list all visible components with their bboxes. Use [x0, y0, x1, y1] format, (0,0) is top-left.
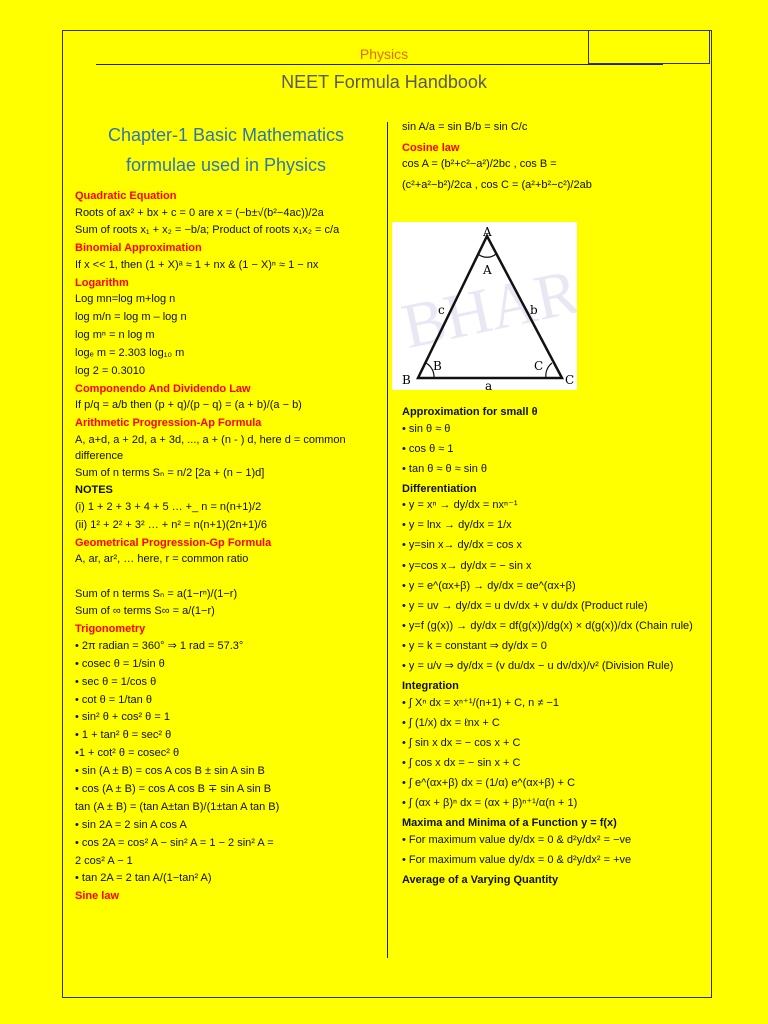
formula-line: • cos θ ≈ 1 [402, 442, 454, 455]
formula-line: • y = lnx → dy/dx = 1/x [402, 519, 512, 532]
section-heading: Arithmetic Progression-Ap Formula [75, 417, 262, 430]
formula-line: • tan θ ≈ θ ≈ sin θ [402, 462, 488, 475]
formula-line: • 1 + tan² θ = sec² θ [75, 729, 172, 742]
section-heading: Geometrical Progression-Gp Formula [75, 536, 272, 549]
angle-c-label: C [534, 359, 544, 373]
angle-b-label: B [433, 359, 442, 373]
formula-line: logₑ m = 2.303 log₁₀ m [75, 346, 185, 359]
formula-line: • 2π radian = 360° ⇒ 1 rad = 57.3° [75, 639, 244, 652]
section-heading: NOTES [75, 484, 113, 497]
formula-line: sin A/a = sin B/b = sin C/c [402, 121, 528, 133]
section-heading: Sine law [75, 890, 120, 903]
formula-line: • y=f (g(x)) → dy/dx = df(g(x))/dg(x) × d(g(x))/dx (Chain rule) [402, 619, 693, 632]
formula-line: • cot θ = 1/tan θ [75, 693, 152, 706]
formula-line: Sum of n terms Sₙ = n/2 [2a + (n − 1)d] [75, 466, 265, 479]
formula-line: If p/q = a/b then (p + q)/(p − q) = (a + b)/(a − b) [75, 399, 302, 412]
side-a-label: a [485, 379, 493, 390]
formula-line: (ii) 1² + 2² + 3² … + n² = n(n+1)(2n+1)/6 [75, 518, 267, 531]
formula-line: tan (A ± B) = (tan A±tan B)/(1±tan A tan B) [75, 800, 280, 813]
section-heading: Differentiation [402, 482, 477, 495]
formula-line: • y=sin x→ dy/dx = cos x [402, 539, 523, 552]
formula-line: • sec θ = 1/cos θ [75, 675, 157, 688]
formula-line: (i) 1 + 2 + 3 + 4 + 5 … +_ n = n(n+1)/2 [75, 500, 262, 513]
formula-line: • y = u/v ⇒ dy/dx = (v du/dx − u dv/dx)/v² (Division Rule) [402, 660, 674, 673]
vertex-b-label: B [402, 373, 411, 387]
chapter-title-line2: formulae used in Physics [125, 155, 327, 175]
subject-heading: Physics [359, 46, 409, 62]
formula-line: • cos 2A = cos² A − sin² A = 1 − 2 sin² A = [75, 836, 274, 849]
formula-line: log 2 = 0.3010 [75, 364, 146, 377]
formula-line: • sin 2A = 2 sin A cos A [75, 818, 187, 831]
section-heading: Quadratic Equation [75, 190, 177, 202]
formula-line: • ∫ sin x dx = − cos x + C [402, 736, 521, 749]
formula-line: • ∫ cos x dx = − sin x + C [402, 756, 521, 769]
section-heading: Average of a Varying Quantity [402, 873, 559, 886]
section-heading: Integration [402, 680, 459, 693]
section-heading: Logarithm [75, 276, 129, 289]
angle-a-label: A [483, 263, 492, 277]
watermark-text: BHARAT [396, 239, 577, 362]
formula-line: • ∫ (αx + β)ⁿ dx = (αx + β)ⁿ⁺¹/α(n + 1) [402, 797, 578, 810]
angle-a-arc [478, 254, 496, 257]
formula-line: • sin (A ± B) = cos A cos B ± sin A sin B [75, 765, 265, 778]
section-heading: Binomial Approximation [75, 242, 202, 255]
formula-line: • ∫ Xⁿ dx = xⁿ⁺¹/(n+1) + C, n ≠ −1 [402, 696, 559, 709]
angle-c-arc [546, 363, 552, 378]
formula-line: 2 cos² A − 1 [75, 854, 133, 867]
section-heading: Trigonometry [75, 623, 146, 636]
right-column [402, 404, 704, 888]
formula-line: • cosec θ = 1/sin θ [75, 657, 165, 670]
formula-line: A, ar, ar², … here, r = common ratio [75, 553, 249, 566]
formula-line: • sin θ ≈ θ [402, 422, 451, 435]
formula-line: • For maximum value dy/dx = 0 & d²y/dx² = −ve [402, 833, 632, 846]
formula-line: Sum of n terms Sₙ = a(1−rⁿ)/(1−r) [75, 587, 238, 600]
spacer [75, 569, 380, 586]
side-b-label: b [530, 303, 538, 317]
formula-line: Roots of ax² + bx + c = 0 are x = (−b±√(b²−4ac))/2a [75, 206, 324, 219]
chapter-title [76, 120, 376, 180]
formula-line: • y = e^(αx+β) → dy/dx = αe^(αx+β) [402, 579, 576, 592]
section-heading: Approximation for small θ [402, 406, 538, 418]
formula-line: •1 + cot² θ = cosec² θ [75, 747, 180, 760]
header-rule [96, 64, 663, 65]
section-heading: Componendo And Dividendo Law [75, 382, 251, 395]
formula-line: cos A = (b²+c²−a²)/2bc , cos B = [402, 158, 557, 170]
formula-line: • sin² θ + cos² θ = 1 [75, 711, 170, 724]
formula-line: log mⁿ = n log m [75, 328, 155, 341]
section-heading: Cosine law [402, 141, 460, 154]
formula-line: A, a+d, a + 2d, a + 3d, ..., a + (n - ) d, here d = common difference [75, 433, 346, 463]
section-heading: Maxima and Minima of a Function y = f(x) [402, 817, 617, 830]
formula-line: • ∫ e^(αx+β) dx = (1/α) e^(αx+β) + C [402, 777, 576, 789]
formula-line: • tan 2A = 2 tan A/(1−tan² A) [75, 872, 212, 885]
formula-line: If x << 1, then (1 + X)ᵃ ≈ 1 + nx & (1 − X)ⁿ ≈ 1 − nx [75, 258, 319, 271]
handbook-title: NEET Formula Handbook [281, 72, 487, 92]
formula-line: • y=cos x→ dy/dx = − sin x [402, 559, 532, 572]
formula-line: • For maximum value dy/dx = 0 & d²y/dx² = +ve [402, 853, 632, 866]
formula-line: • y = k = constant ⇒ dy/dx = 0 [402, 639, 547, 652]
formula-line: Sum of ∞ terms S∞ = a/(1−r) [75, 605, 215, 618]
left-column [75, 188, 380, 905]
right-column-top [402, 119, 702, 197]
formula-line: Sum of roots x₁ + x₂ = −b/a; Product of roots x₁x₂ = c/a [75, 224, 340, 237]
chapter-title-line1: Chapter-1 Basic Mathematics [107, 125, 345, 145]
side-c-label: c [438, 303, 445, 317]
formula-line: • y = xⁿ → dy/dx = nxⁿ⁻¹ [402, 499, 518, 512]
vertex-a-label: A [483, 225, 492, 239]
formula-line: • y = uv → dy/dx = u dv/dx + v du/dx (Product rule) [402, 599, 648, 612]
triangle-diagram [392, 222, 577, 390]
formula-line: • cos (A ± B) = cos A cos B ∓ sin A sin B [75, 782, 272, 795]
formula-line: log m/n = log m – log n [75, 311, 187, 324]
vertex-c-label: C [565, 373, 575, 387]
formula-line: Log mn=log m+log n [75, 293, 176, 306]
triangle-svg [392, 222, 577, 390]
formula-line: (c²+a²−b²)/2ca , cos C = (a²+b²−c²)/2ab [402, 178, 592, 191]
formula-line: • ∫ (1/x) dx = ℓnx + C [402, 716, 500, 729]
column-divider [387, 122, 388, 958]
